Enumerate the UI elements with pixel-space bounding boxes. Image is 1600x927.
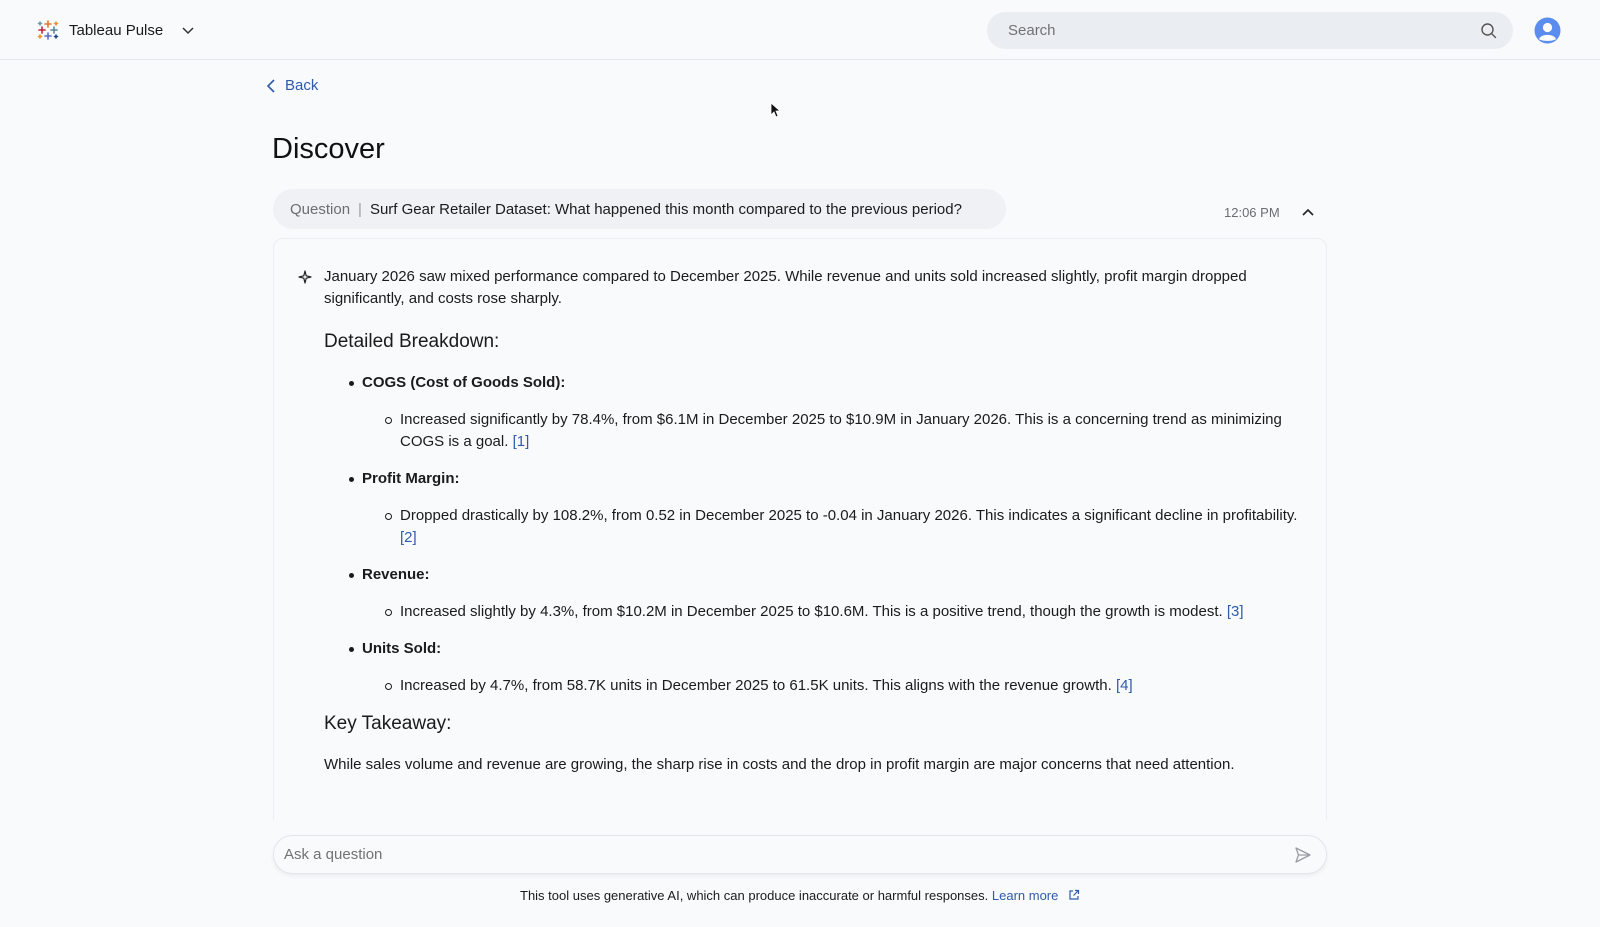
breakdown-item-title: COGS (Cost of Goods Sold):: [362, 374, 566, 391]
breakdown-item-title: Units Sold:: [362, 640, 442, 657]
app-switcher[interactable]: [37, 19, 195, 41]
breakdown-item: [324, 468, 1304, 490]
breakdown-item-detail: [324, 505, 1304, 549]
breakdown-item: [324, 372, 1304, 394]
question-timestamp: 12:06 PM: [1224, 205, 1280, 220]
breakdown-heading: Detailed Breakdown:: [324, 331, 500, 352]
citation-link[interactable]: [3]: [1226, 603, 1244, 620]
chevron-left-icon: [265, 78, 277, 94]
chevron-up-icon[interactable]: [1301, 205, 1315, 219]
ask-question-input[interactable]: [284, 846, 1294, 863]
answer-body: [324, 266, 1304, 776]
breakdown-detail-text: Increased slightly by 4.3%, from $10.2M in December 2025 to $10.6M. This is a positive trend, though the growth is modest.: [400, 603, 1223, 620]
search-icon[interactable]: [1480, 22, 1497, 39]
search-bar: [987, 12, 1513, 49]
answer-panel: [273, 238, 1327, 820]
external-link-icon[interactable]: [1068, 889, 1080, 901]
send-icon[interactable]: [1294, 846, 1312, 864]
chevron-down-icon[interactable]: [181, 23, 195, 37]
breakdown-detail-text: Increased by 4.7%, from 58.7K units in December 2025 to 61.5K units. This aligns with the revenue growth.: [400, 677, 1112, 694]
question-separator: |: [358, 200, 362, 218]
search-input[interactable]: [1008, 22, 1480, 39]
sparkle-icon: [298, 270, 312, 284]
breakdown-item-detail: [324, 409, 1304, 453]
breakdown-detail-text: Increased significantly by 78.4%, from $6.1M in December 2025 to $10.9M in January 2026. This is a concerning trend as minimizing COGS is a goal.: [400, 411, 1282, 450]
learn-more-link[interactable]: Learn more: [991, 888, 1059, 903]
citation-link[interactable]: [4]: [1115, 677, 1133, 694]
answer-summary: January 2026 saw mixed performance compared to December 2025. While revenue and units sold increased slightly, profit margin dropped significantly, and costs rose sharply.: [324, 268, 1247, 307]
back-link[interactable]: [265, 77, 318, 94]
takeaway-text: While sales volume and revenue are growing, the sharp rise in costs and the drop in profit margin are major concerns that need attention.: [324, 756, 1235, 773]
citation-link[interactable]: [2]: [400, 529, 417, 546]
disclaimer-text: This tool uses generative AI, which can produce inaccurate or harmful responses.: [520, 888, 989, 903]
back-label: Back: [285, 77, 319, 94]
user-avatar-icon[interactable]: [1534, 17, 1561, 44]
breakdown-item-title: Profit Margin:: [362, 470, 460, 487]
top-bar: [0, 0, 1600, 60]
tableau-logo-icon: [37, 19, 59, 41]
takeaway-heading: Key Takeaway:: [324, 713, 452, 734]
ai-disclaimer: [0, 888, 1600, 903]
mouse-cursor-icon: [770, 102, 780, 118]
breakdown-item: [324, 564, 1304, 586]
breakdown-detail-text: Dropped drastically by 108.2%, from 0.52 in December 2025 to -0.04 in January 2026. This indicates a significant decline in profitability.: [400, 507, 1298, 524]
question-text: Surf Gear Retailer Dataset: What happened this month compared to the previous period?: [369, 200, 962, 218]
breakdown-item-title: Revenue:: [362, 566, 430, 583]
breakdown-item-detail: [324, 601, 1304, 623]
question-label: Question: [290, 200, 351, 218]
breakdown-item-detail: [324, 675, 1304, 697]
ask-question-bar: [273, 835, 1327, 874]
citation-link[interactable]: [1]: [512, 433, 530, 450]
breakdown-item: [324, 638, 1304, 660]
question-pill: [273, 189, 1006, 229]
app-name: Tableau Pulse: [69, 21, 164, 39]
page-title: Discover: [272, 133, 385, 165]
